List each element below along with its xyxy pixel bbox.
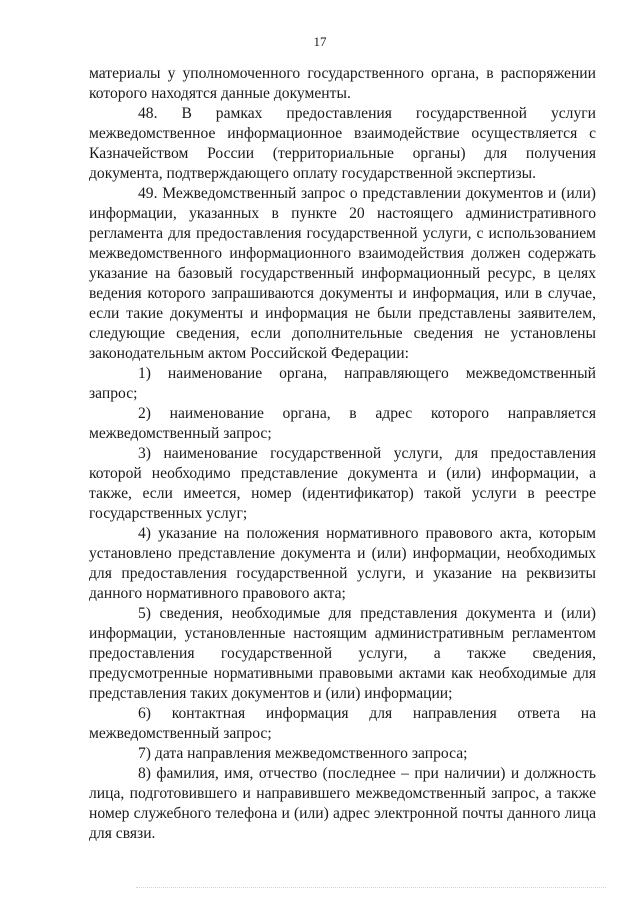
- document-body: [89, 64, 596, 844]
- paragraph-48: 48. В рамках предоставления государственной услуги межведомственное информационное взаимодействие осуществляется с Казначейством России (территориальные органы) для получения документа, подтверждающего оплату государственной экспертизы.: [89, 105, 596, 182]
- page-number: 17: [313, 34, 327, 49]
- list-item-6: 6) контактная информация для направления ответа на межведомственный запрос;: [89, 705, 596, 742]
- list-item-4: 4) указание на положения нормативного правового акта, которым установлено представление документа и (или) информации, необходимых для предоставления государственной услуги, и указание на реквизиты данного нормативного правового акта;: [89, 525, 596, 602]
- paragraph-continuation: материалы у уполномоченного государственного органа, в распоряжении которого находятся данные документы.: [89, 65, 596, 102]
- list-item-3: 3) наименование государственной услуги, для предоставления которой необходимо представление документа и (или) информации, а также, если имеется, номер (идентификатор) такой услуги в реестре государственных услуг;: [89, 445, 596, 522]
- list-item-2: 2) наименование органа, в адрес которого направляется межведомственный запрос;: [89, 405, 596, 442]
- list-item-5: 5) сведения, необходимые для представления документа и (или) информации, установленные настоящим административным регламентом предоставления государственной услуги, а также сведения, предусмотренные нормативными правовыми актами как необходимые для представления таких документов и (или) информации;: [89, 605, 596, 702]
- list-item-1: 1) наименование органа, направляющего межведомственный запрос;: [89, 365, 596, 402]
- paragraph-49: 49. Межведомственный запрос о представлении документов и (или) информации, указанных в пункте 20 настоящего административного регламента для предоставления государственной услуги, с использованием межведомственного информационного взаимодействия должен содержать указание на базовый государственный информационный ресурс, в целях ведения которого запрашиваются документы и информация, или в случае, если такие документы и информация не были представлены заявителем, следующие сведения, если дополнительные сведения не установлены законодательным актом Российской Федерации:: [89, 185, 596, 362]
- scan-artifact-divider: [136, 887, 606, 890]
- list-item-7: 7) дата направления межведомственного запроса;: [138, 745, 468, 762]
- list-item-8: 8) фамилия, имя, отчество (последнее – при наличии) и должность лица, подготовившего и направившего межведомственный запрос, а также номер служебного телефона и (или) адрес электронной почты данного лица для связи.: [89, 765, 596, 842]
